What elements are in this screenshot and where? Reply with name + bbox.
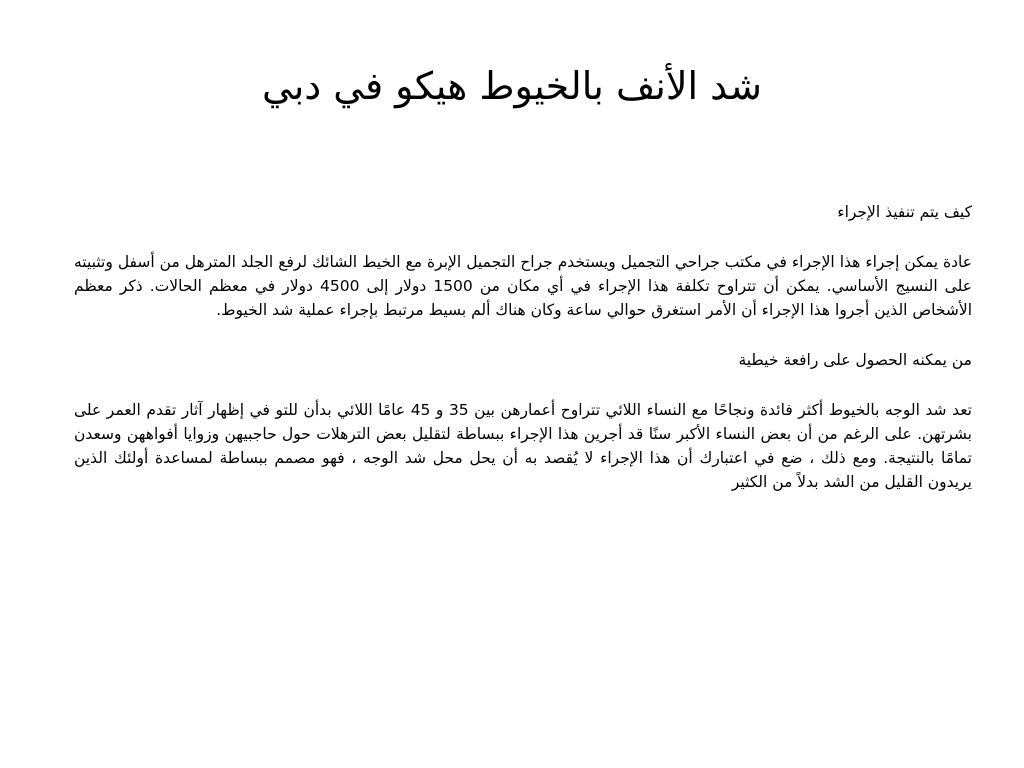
paragraph-candidates: تعد شد الوجه بالخيوط أكثر فائدة ونجاحًا مع النساء اللائي تتراوح أعمارهن بين 35 و 45 عامًا اللائي بدأن للتو في إظهار آثار تقدم العمر على بشرتهن. على الرغم من أن بعض النساء الأكبر سنًا قد أجرين هذا الإجراء ببساطة لتقليل بعض الترهلات حول حاجبيهن وزوايا أفواههن وسعدن تمامًا بالنتيجة. ومع ذلك ، ضع في اعتبارك أن هذا الإجراء لا يُقصد به أن يحل محل شد الوجه ، فهو مصمم ببساطة لمساعدة أولئك الذين يريدون القليل من الشد بدلاً من الكثير <box>74 401 972 492</box>
slide-body <box>74 200 972 520</box>
paragraph-procedure: عادة يمكن إجراء هذا الإجراء في مكتب جراحي التجميل ويستخدم جراح التجميل الإبرة مع الخيط الشائك لرفع الجلد المترهل من أسفل وتثبيته على النسيج الأساسي. يمكن أن تتراوح تكلفة هذا الإجراء في أي مكان من 1500 دولار إلى 4500 دولار في معظم الحالات. ذكر معظم الأشخاص الذين أجروا هذا الإجراء أن الأمر استغرق حوالي ساعة وكان هناك ألم بسيط مرتبط بإجراء عملية شد الخيوط. <box>74 253 972 320</box>
section-heading-procedure: كيف يتم تنفيذ الإجراء <box>837 203 972 221</box>
slide-title: شد الأنف بالخيوط هيكو في دبي <box>262 64 762 108</box>
section-heading-candidates: من يمكنه الحصول على رافعة خيطية <box>738 351 972 370</box>
